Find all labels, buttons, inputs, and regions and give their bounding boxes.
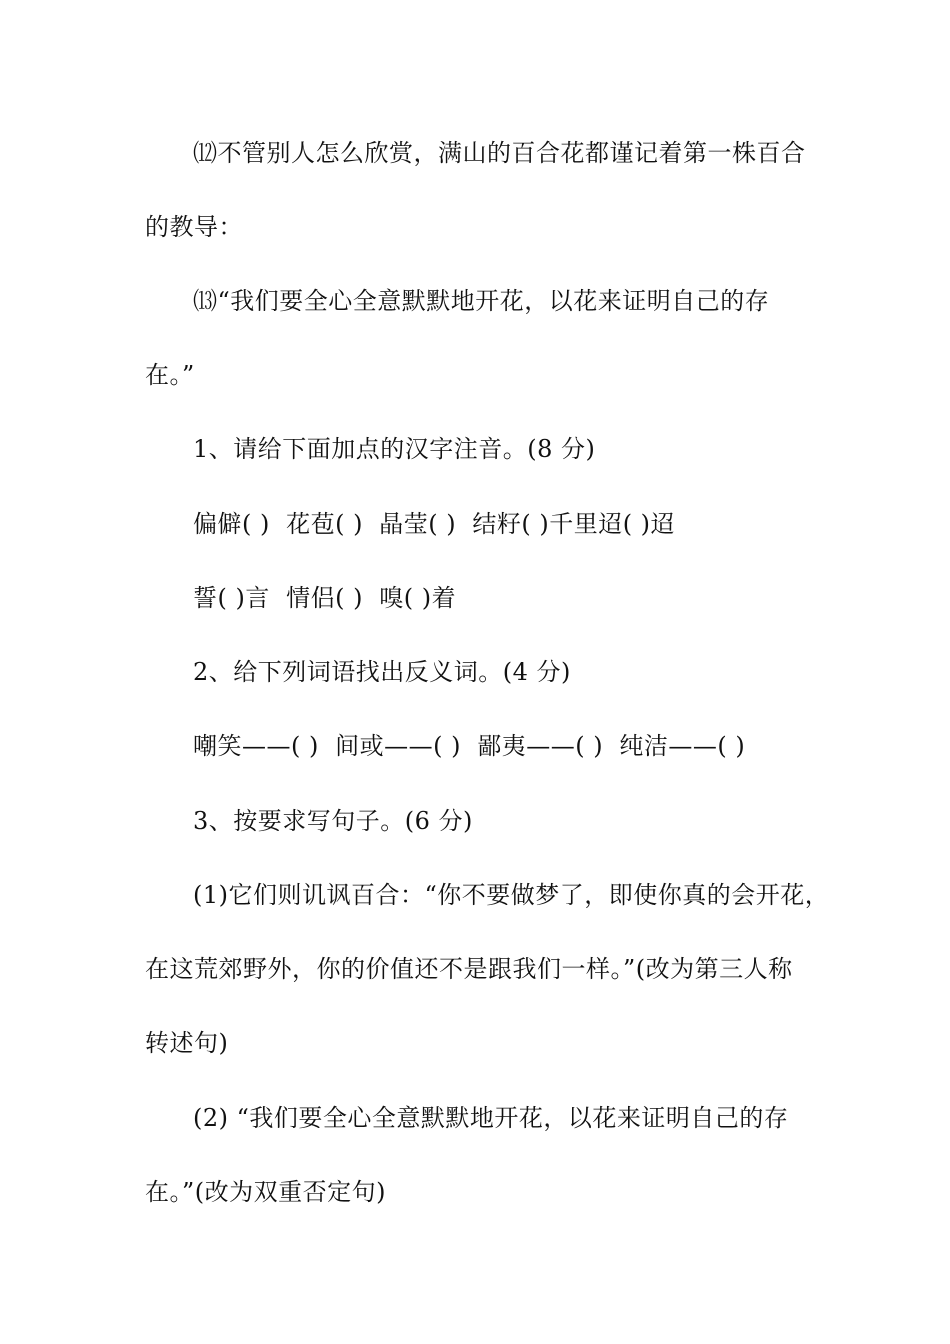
- question-3-item-1-line-1: (1)它们则讥讽百合：“你不要做梦了，即使你真的会开花，: [193, 881, 830, 909]
- question-3-heading: 3、按要求写句子。(6 分): [193, 807, 473, 835]
- paragraph-12-line-2: 的教导：: [145, 213, 243, 241]
- question-1-heading: 1、请给下面加点的汉字注音。(8 分): [193, 435, 596, 463]
- question-3-item-2-line-1: (2) “我们要全心全意默默地开花，以花来证明自己的存: [193, 1104, 789, 1132]
- question-3-item-1-line-2: 在这荒郊野外，你的价值还不是跟我们一样。”(改为第三人称: [145, 955, 793, 983]
- paragraph-13-line-2: 在。”: [145, 361, 195, 389]
- question-1-items-line-2: 誓( )言 情侣( ) 嗅( )着: [193, 584, 457, 612]
- question-3-item-2-line-2: 在。”(改为双重否定句): [145, 1178, 386, 1206]
- question-2-items: 嘲笑——( ) 间或——( ) 鄙夷——( ) 纯洁——( ): [193, 732, 746, 760]
- question-2-heading: 2、给下列词语找出反义词。(4 分): [193, 658, 571, 686]
- question-3-item-1-line-3: 转述句): [145, 1029, 229, 1057]
- paragraph-13-line-1: ⒀“我们要全心全意默默地开花，以花来证明自己的存: [193, 287, 770, 315]
- question-1-items-line-1: 偏僻( ) 花苞( ) 晶莹( ) 结籽( )千里迢( )迢: [193, 510, 676, 538]
- paragraph-12-line-1: ⑿不管别人怎么欣赏，满山的百合花都谨记着第一株百合: [193, 139, 806, 167]
